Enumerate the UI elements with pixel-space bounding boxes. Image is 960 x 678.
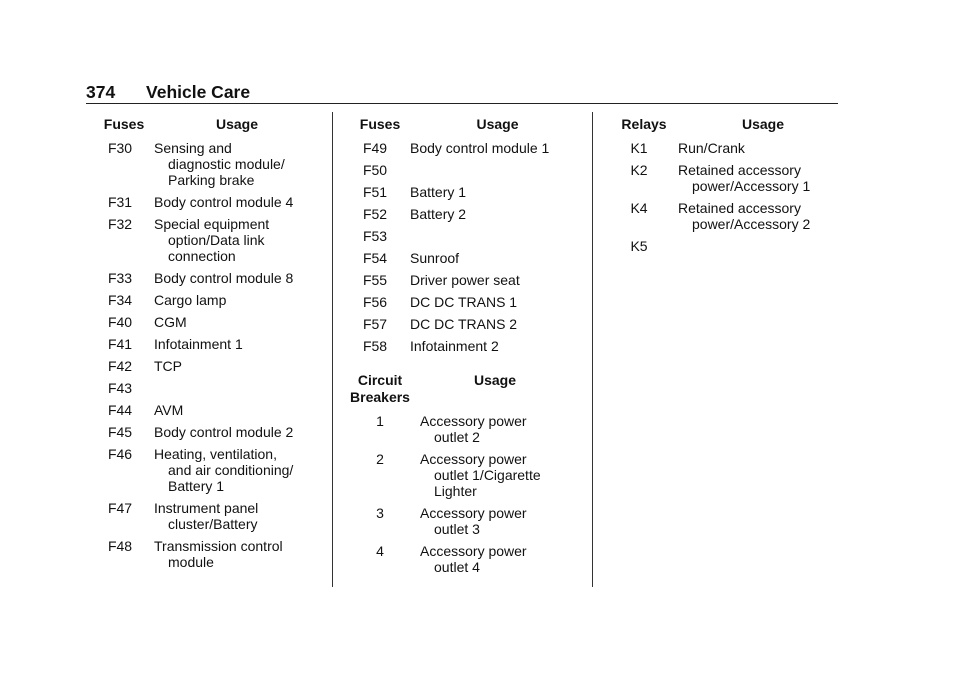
usage-line: and air conditioning/ [168,462,294,478]
row-usage [678,238,843,254]
table-row [340,272,590,288]
row-usage [154,292,322,308]
table-header-id: Fuses [103,116,145,132]
row-id: F55 [362,272,388,288]
table-row [86,216,326,264]
row-usage [678,162,843,194]
usage-line: TCP [154,358,182,374]
usage-line: Retained accessory [678,200,801,216]
usage-line: connection [168,248,236,264]
row-id: K5 [630,238,648,254]
table-header-usage: Usage [476,116,519,132]
usage-line: Body control module 8 [154,270,294,286]
row-id: F50 [362,162,388,178]
row-id: F56 [362,294,388,310]
row-id: F44 [107,402,133,418]
row-id: K4 [630,200,648,216]
row-usage [154,194,322,210]
table-row [340,413,590,445]
table-row [340,294,590,310]
fuse-table-left [86,112,326,576]
row-usage [410,162,585,178]
row-usage [420,451,585,499]
table-row [340,228,590,244]
row-id: F57 [362,316,388,332]
row-usage [420,413,585,445]
usage-line: Battery 2 [410,206,467,222]
fuse-table-middle [340,112,590,581]
usage-line: DC DC TRANS 2 [410,316,518,332]
table-row [86,358,326,374]
row-id: F47 [107,500,133,516]
usage-line: CGM [154,314,187,330]
row-id: F31 [107,194,133,210]
row-id: F58 [362,338,388,354]
table-row [340,505,590,537]
column-divider [332,112,333,587]
row-id: 4 [376,543,384,559]
column-divider [592,112,593,587]
row-usage [154,446,322,494]
usage-line: power/Accessory 1 [692,178,811,194]
table-header-row [340,116,590,133]
row-id: F45 [107,424,133,440]
table-row [86,538,326,570]
table-header-row [340,372,590,406]
usage-line: Lighter [434,483,477,499]
table-row [340,162,590,178]
usage-line: outlet 3 [434,521,480,537]
usage-line: DC DC TRANS 1 [410,294,518,310]
row-id: 2 [376,451,384,467]
row-usage [154,500,322,532]
page-header [86,82,838,104]
row-id: F52 [362,206,388,222]
row-usage [410,272,585,288]
usage-line: Instrument panel [154,500,259,516]
table-header-usage: Usage [473,372,517,388]
section-title: Vehicle Care [146,82,251,102]
row-usage [154,140,322,188]
row-usage [154,380,322,396]
row-usage [410,250,585,266]
row-id: F53 [362,228,388,244]
table-row [86,270,326,286]
table-header-usage: Usage [741,116,785,132]
table-row [86,336,326,352]
row-usage [410,294,585,310]
row-usage [410,140,585,156]
row-id: F51 [362,184,388,200]
usage-line: outlet 2 [434,429,480,445]
table-row [600,200,840,232]
table-row [340,543,590,575]
table-header-id: Circuit Breakers [350,372,410,405]
usage-line: Accessory power [420,505,527,521]
usage-line: Body control module 4 [154,194,294,210]
row-id: F54 [362,250,388,266]
usage-line: outlet 1/Cigarette [434,467,541,483]
row-usage [410,338,585,354]
usage-line: Transmission control [154,538,283,554]
table-row [86,194,326,210]
row-id: 3 [376,505,384,521]
usage-line: Battery 1 [168,478,225,494]
table-row [86,292,326,308]
row-usage [678,200,843,232]
table-header-id: Fuses [359,116,401,132]
row-usage [154,314,322,330]
row-usage [410,316,585,332]
row-usage [678,140,843,156]
table-row [86,314,326,330]
usage-line: outlet 4 [434,559,480,575]
table-row [86,380,326,396]
table-row [86,140,326,188]
row-usage [410,206,585,222]
row-id: F34 [107,292,133,308]
usage-line: Battery 1 [410,184,467,200]
usage-line: Infotainment 1 [154,336,243,352]
usage-line: option/Data link [168,232,265,248]
row-id: F33 [107,270,133,286]
table-row [340,206,590,222]
table-row [340,184,590,200]
row-usage [154,358,322,374]
table-row [86,446,326,494]
usage-line: Infotainment 2 [410,338,499,354]
table-header-row [600,116,840,133]
usage-line: diagnostic module/ [168,156,285,172]
row-usage [154,424,322,440]
row-id: F41 [107,336,133,352]
table-row [86,402,326,418]
usage-line: Accessory power [420,543,527,559]
row-usage [154,336,322,352]
row-id: F32 [107,216,133,232]
table-row [340,140,590,156]
usage-line: Parking brake [168,172,255,188]
row-id: F43 [107,380,133,396]
usage-line: Driver power seat [410,272,520,288]
table-row [340,338,590,354]
usage-line: module [168,554,214,570]
usage-line: power/Accessory 2 [692,216,811,232]
table-header-usage: Usage [215,116,259,132]
usage-line: Cargo lamp [154,292,227,308]
row-id: F46 [107,446,133,462]
usage-line: Heating, ventilation, [154,446,277,462]
page-number: 374 [86,82,116,102]
row-usage [410,228,585,244]
row-id: K1 [630,140,648,156]
row-id: 1 [376,413,384,429]
usage-line: Accessory power [420,451,527,467]
table-row [600,162,840,194]
table-header-id: Relays [621,116,667,132]
row-id: F42 [107,358,133,374]
row-usage [410,184,585,200]
relay-table-right [600,112,840,260]
usage-line: Accessory power [420,413,527,429]
usage-line: Special equipment [154,216,270,232]
usage-line: Retained accessory [678,162,801,178]
table-row [340,250,590,266]
usage-line: Sensing and [154,140,232,156]
row-usage [154,538,322,570]
table-row [86,424,326,440]
table-header-row [86,116,326,133]
row-usage [420,543,585,575]
usage-line: Sunroof [410,250,460,266]
row-id: F48 [107,538,133,554]
row-usage [154,402,322,418]
table-row [600,140,840,156]
usage-line: AVM [154,402,184,418]
table-row [86,500,326,532]
row-id: K2 [630,162,648,178]
table-row [600,238,840,254]
row-id: F40 [107,314,133,330]
table-row [340,451,590,499]
usage-line: Run/Crank [678,140,745,156]
usage-line: cluster/Battery [168,516,258,532]
usage-line: Body control module 1 [410,140,550,156]
row-usage [154,270,322,286]
usage-line: Body control module 2 [154,424,294,440]
row-usage [420,505,585,537]
table-row [340,316,590,332]
row-usage [154,216,322,264]
row-id: F49 [362,140,388,156]
row-id: F30 [107,140,133,156]
